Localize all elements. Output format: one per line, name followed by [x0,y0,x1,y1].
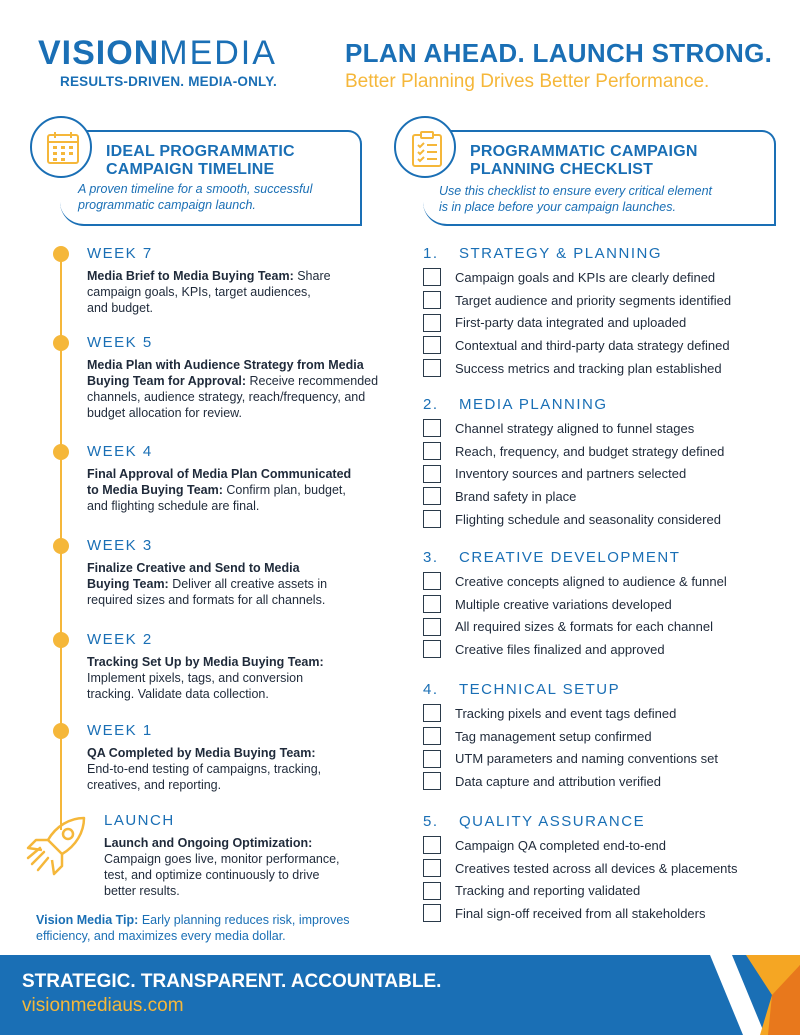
checklist-item[interactable]: Campaign QA completed end-to-end [423,834,783,857]
timeline-dot [53,246,69,262]
checkbox[interactable] [423,314,441,332]
checklist-item[interactable]: First-party data integrated and uploaded [423,311,783,334]
checkbox[interactable] [423,859,441,877]
checklist-item[interactable]: Final sign-off received from all stakeholders [423,902,783,925]
timeline-dot [53,335,69,351]
checklist-section-media-planning: 2. MEDIA PLANNING Channel strategy aligned to funnel stages Reach, frequency, and budget strategy defined Inventory sources and partners selected Brand safety in place Flighting schedule and seasonality considered [423,396,783,530]
checklist-section-qa: 5. QUALITY ASSURANCE Campaign QA completed end-to-end Creatives tested across all devices & placements Tracking and reporting validated Final sign-off received from all stakeholders [423,813,783,925]
checkbox[interactable] [423,442,441,460]
checkbox[interactable] [423,359,441,377]
checklist-item[interactable]: Brand safety in place [423,485,783,508]
timeline-launch: LAUNCH Launch and Ongoing Optimization: Campaign goes live, monitor performance, test, and optimize continuously to drive better results. [104,812,340,898]
checkbox[interactable] [423,419,441,437]
timeline-card-subtitle: A proven timeline for a smooth, successful programmatic campaign launch. [78,182,313,212]
checkbox[interactable] [423,572,441,590]
checkbox[interactable] [423,882,441,900]
timeline-dot [53,444,69,460]
logo-media: MEDIA [159,34,277,72]
checkbox[interactable] [423,772,441,790]
brand-logo [38,36,277,89]
checklist-item[interactable]: Data capture and attribution verified [423,770,783,793]
logo-vision: VISION [38,34,160,72]
checkbox[interactable] [423,836,441,854]
checkbox[interactable] [423,510,441,528]
timeline-week-1: WEEK 1 QA Completed by Media Buying Team: End-to-end testing of campaigns, tracking, creatives, and reporting. [87,722,322,792]
checkbox[interactable] [423,268,441,286]
checklist-section-strategy: 1. STRATEGY & PLANNING Campaign goals and KPIs are clearly defined Target audience and priority segments identified First-party data integrated and uploaded Contextual and third-party data strategy defined Success metrics and tracking plan established [423,245,783,379]
checkbox[interactable] [423,487,441,505]
checklist-item[interactable]: Target audience and priority segments identified [423,289,783,312]
checkbox[interactable] [423,291,441,309]
footer-banner [0,955,800,1035]
brand-chevron-icon [710,955,800,1035]
checklist-item[interactable]: Creative files finalized and approved [423,638,783,661]
timeline-dot [53,632,69,648]
logo-wordmark [38,36,277,70]
headline-subtitle: Better Planning Drives Better Performance. [345,71,710,92]
footer-website-link[interactable]: visionmediaus.com [22,995,184,1016]
calendar-icon [30,116,92,178]
checklist-item[interactable]: Tracking pixels and event tags defined [423,702,783,725]
checklist-section-creative: 3. CREATIVE DEVELOPMENT Creative concepts aligned to audience & funnel Multiple creative variations developed All required sizes & formats for each channel Creative files finalized and approved [423,549,783,661]
checkbox[interactable] [423,640,441,658]
footer-slogan: STRATEGIC. TRANSPARENT. ACCOUNTABLE. [22,971,442,992]
checklist-item[interactable]: Multiple creative variations developed [423,593,783,616]
timeline-week-5: WEEK 5 Media Plan with Audience Strategy from Media Buying Team for Approval: Receive recommended channels, audience strategy, reach/frequency, and budget allocation for review. [87,334,379,420]
checklist-item[interactable]: Inventory sources and partners selected [423,462,783,485]
checklist-item[interactable]: Tracking and reporting validated [423,879,783,902]
checkbox[interactable] [423,704,441,722]
clipboard-checklist-icon [394,116,456,178]
timeline-dot [53,723,69,739]
rocket-icon [22,812,92,887]
brand-tagline: RESULTS-DRIVEN. MEDIA-ONLY. [60,74,277,89]
headline [345,38,772,93]
checklist-card-subtitle: Use this checklist to ensure every critical element is in place before your campaign launches. [439,184,713,214]
checklist-item[interactable]: Flighting schedule and seasonality considered [423,508,783,531]
timeline-week-3: WEEK 3 Finalize Creative and Send to Media Buying Team: Deliver all creative assets in required sizes and formats for all channels. [87,537,328,607]
checklist-item[interactable]: Reach, frequency, and budget strategy defined [423,440,783,463]
timeline-week-2: WEEK 2 Tracking Set Up by Media Buying Team: Implement pixels, tags, and conversion tracking. Validate data collection. [87,631,324,701]
checklist-item[interactable]: Success metrics and tracking plan established [423,357,783,380]
checkbox[interactable] [423,904,441,922]
checkbox[interactable] [423,465,441,483]
checkbox[interactable] [423,727,441,745]
checklist-item[interactable]: Campaign goals and KPIs are clearly defined [423,266,783,289]
vision-media-tip: Vision Media Tip: Early planning reduces risk, improves efficiency, and maximizes every media dollar. [36,913,350,943]
timeline-card-title: IDEAL PROGRAMMATIC CAMPAIGN TIMELINE [106,143,295,178]
checklist-section-technical: 4. TECHNICAL SETUP Tracking pixels and event tags defined Tag management setup confirmed UTM parameters and naming conventions set Data capture and attribution verified [423,681,783,793]
checkbox[interactable] [423,750,441,768]
timeline-dot [53,538,69,554]
checklist-item[interactable]: All required sizes & formats for each channel [423,615,783,638]
checklist-item[interactable]: Creative concepts aligned to audience & funnel [423,570,783,593]
checkbox[interactable] [423,595,441,613]
checklist-item[interactable]: Creatives tested across all devices & placements [423,857,783,880]
checklist-item[interactable]: Tag management setup confirmed [423,725,783,748]
checkbox[interactable] [423,336,441,354]
checklist-item[interactable]: UTM parameters and naming conventions set [423,747,783,770]
checklist-item[interactable]: Channel strategy aligned to funnel stages [423,417,783,440]
headline-title: PLAN AHEAD. LAUNCH STRONG. [345,38,773,68]
checkbox[interactable] [423,618,441,636]
checklist-item[interactable]: Contextual and third-party data strategy defined [423,334,783,357]
timeline-week-7: WEEK 7 Media Brief to Media Buying Team: Share campaign goals, KPIs, target audiences, and budget. [87,245,331,315]
checklist-card-title: PROGRAMMATIC CAMPAIGN PLANNING CHECKLIST [470,143,698,178]
timeline-week-4: WEEK 4 Final Approval of Media Plan Communicated to Media Buying Team: Confirm plan, budget, and flighting schedule are final. [87,443,352,513]
